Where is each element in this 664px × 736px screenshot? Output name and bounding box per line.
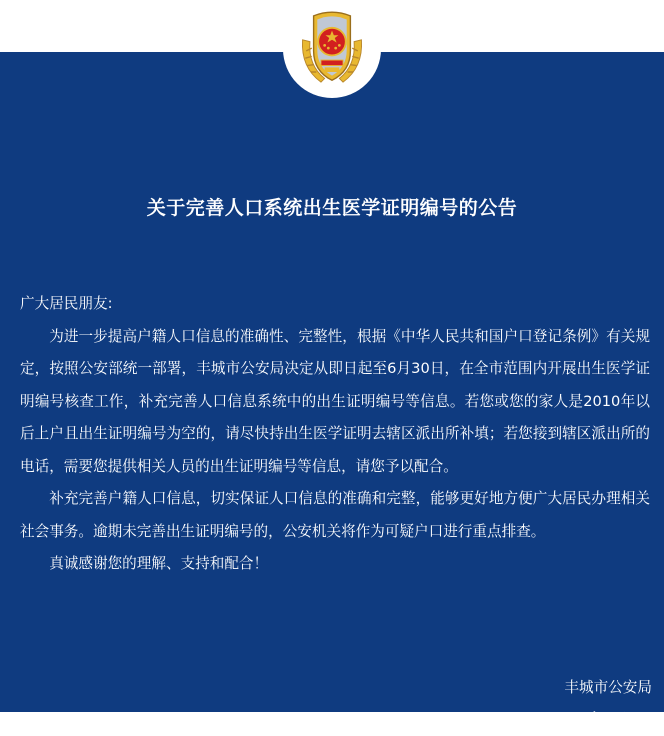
signature bbox=[553, 672, 653, 736]
issue-date: 2022年6月1日 bbox=[552, 711, 652, 728]
greeting: 广大居民朋友: bbox=[20, 295, 113, 312]
notice-panel bbox=[0, 52, 664, 728]
notice-body bbox=[20, 288, 650, 581]
police-emblem-icon bbox=[286, 3, 378, 95]
issuer: 丰城市公安局 bbox=[564, 679, 652, 696]
notice-title: 关于完善人口系统出生医学证明编号的公告 bbox=[146, 197, 518, 219]
paragraph-3: 真诚感谢您的理解、支持和配合！ bbox=[49, 555, 269, 572]
paragraph-2: 补充完善户籍人口信息，切实保证人口信息的准确和完整，能够更好地方便广大居民办理相关社会事务。逾期未完善出生证明编号的，公安机关将作为可疑户口进行重点排查。 bbox=[20, 490, 650, 540]
paragraph-1: 为进一步提高户籍人口信息的准确性、完整性，根据《中华人民共和国户口登记条例》有关规定，按照公安部统一部署，丰城市公安局决定从即日起至6月30日，在全市范围内开展出生医学证明编号核查工作，补充完善人口信息系统中的出生证明编号等信息。若您或您的家人是2010年以后上户且出生证明编号为空的，请尽快持出生医学证明去辖区派出所补填；若您接到辖区派出所的电话，需要您提供相关人员的出生证明编号等信息，请您予以配合。 bbox=[20, 327, 650, 475]
emblem-badge bbox=[283, 0, 381, 98]
